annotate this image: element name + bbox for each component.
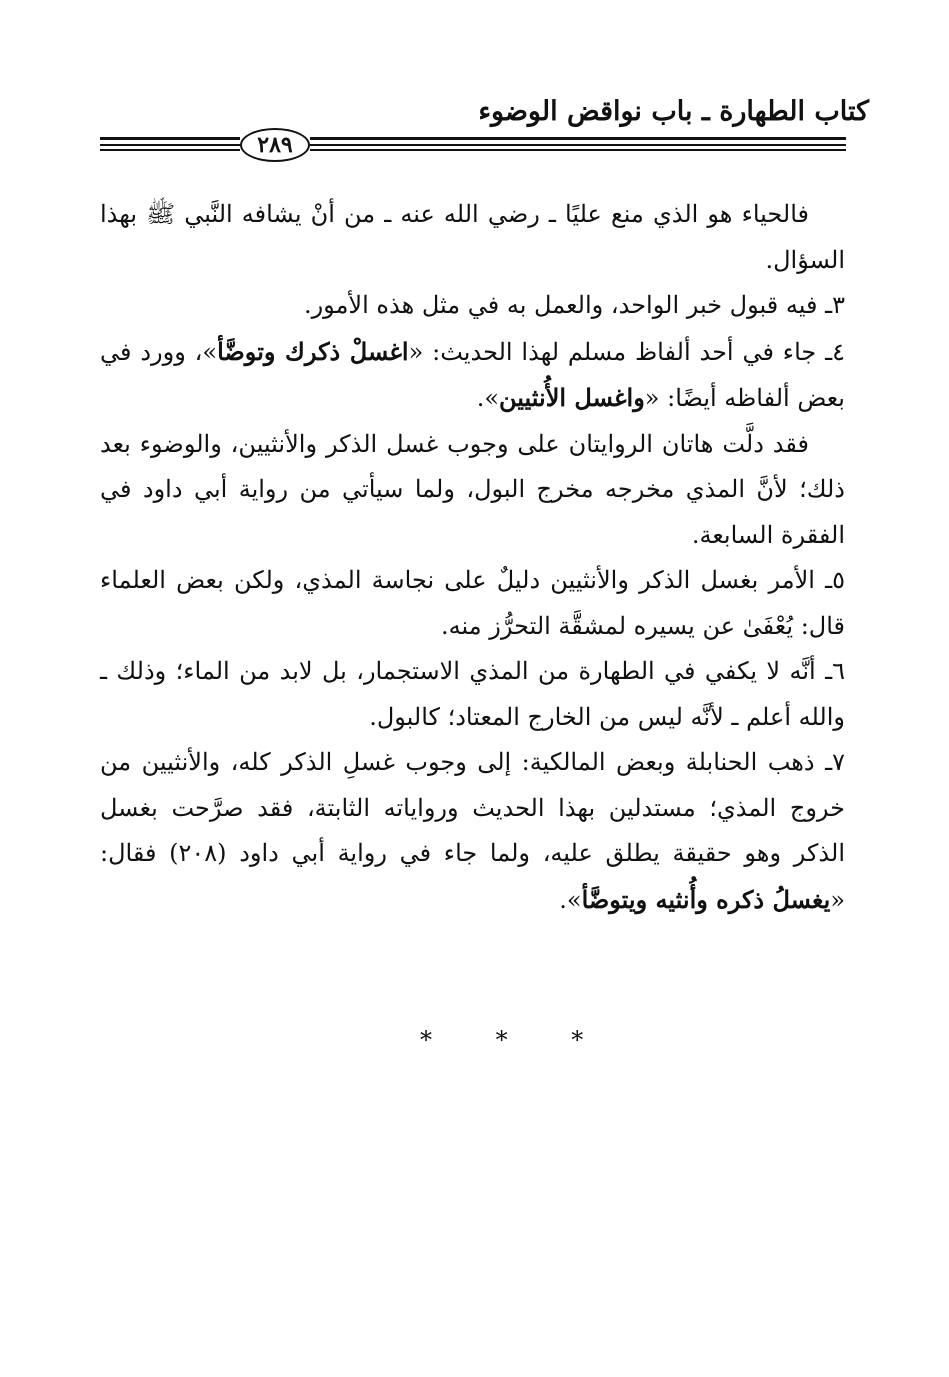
point-4-text-a: ٤ـ جاء في أحد ألفاظ مسلم لهذا الحديث: « <box>408 337 846 366</box>
point-7 <box>100 740 845 923</box>
paragraph-4b: فقد دلَّت هاتان الروايتان على وجوب غسل الذكر والأنثيين، والوضوء بعد ذلك؛ لأنَّ المذي مخرجه مخرج البول، ولما سيأتي من رواية أبي داود في الفقرة السابعة. <box>100 429 845 549</box>
point-4-text-b: »، وورد في بعض ألفاظه أيضًا: « <box>100 337 845 412</box>
point-7-text-a: ٧ـ ذهب الحنابلة وبعض المالكية: إلى وجوب غسلِ الذكر كله، والأنثيين من خروج المذي؛ مستدلين بهذا الحديث ورواياته الثابتة، فقد صرَّحت بغسل الذكر وهو حقيقة يطلق عليه، ولما جاء في رواية أبي داود (٢٠٨) فقال: « <box>100 748 845 914</box>
point-4 <box>100 329 845 422</box>
hadith-quote-2: واغسل الأُنثيين <box>499 383 645 412</box>
point-4-text-c: ». <box>476 384 500 412</box>
hadith-quote-1: اغسلْ ذكرك وتوضَّأ <box>217 336 409 366</box>
header-rule-left <box>100 137 240 140</box>
header-rule-right-thin <box>310 144 846 146</box>
main-text <box>100 192 845 923</box>
point-5: ٥ـ الأمر بغسل الذكر والأنثيين دليلٌ على نجاسة المذي، ولكن بعض العلماء قال: يُعْفَىٰ عن يسيره لمشقَّة التحرُّز منه. <box>100 566 845 640</box>
header-rule-left-thin-2 <box>100 149 240 151</box>
point-3: ٣ـ فيه قبول خبر الواحد، والعمل به في مثل هذه الأمور. <box>303 291 845 319</box>
page-number <box>240 128 310 162</box>
header-rule-left-thin <box>100 144 240 146</box>
header-rule-right-thin-2 <box>310 149 846 151</box>
point-7-text-b: ». <box>559 885 582 914</box>
hadith-quote-3: يغسلُ ذكره وأُنثيه ويتوضَّأ <box>581 884 831 914</box>
point-6: ٦ـ أنَّه لا يكفي في الطهارة من المذي الاستجمار، بل لابد من الماء؛ وذلك ـ والله أعلم ـ لأنَّه ليس من الخارج المعتاد؛ كالبول. <box>100 657 845 731</box>
page-number-text: ٢٨٩ <box>257 132 293 158</box>
running-title: كتاب الطهارة ـ باب نواقض الوضوء <box>478 96 869 127</box>
header-rule-right <box>310 137 846 140</box>
paragraph-1: فالحياء هو الذي منع عليًا ـ رضي الله عنه ـ من أنْ يشافه النَّبي ﷺ بهذا السؤال. <box>100 200 845 274</box>
section-separator: * * * <box>420 1026 612 1054</box>
